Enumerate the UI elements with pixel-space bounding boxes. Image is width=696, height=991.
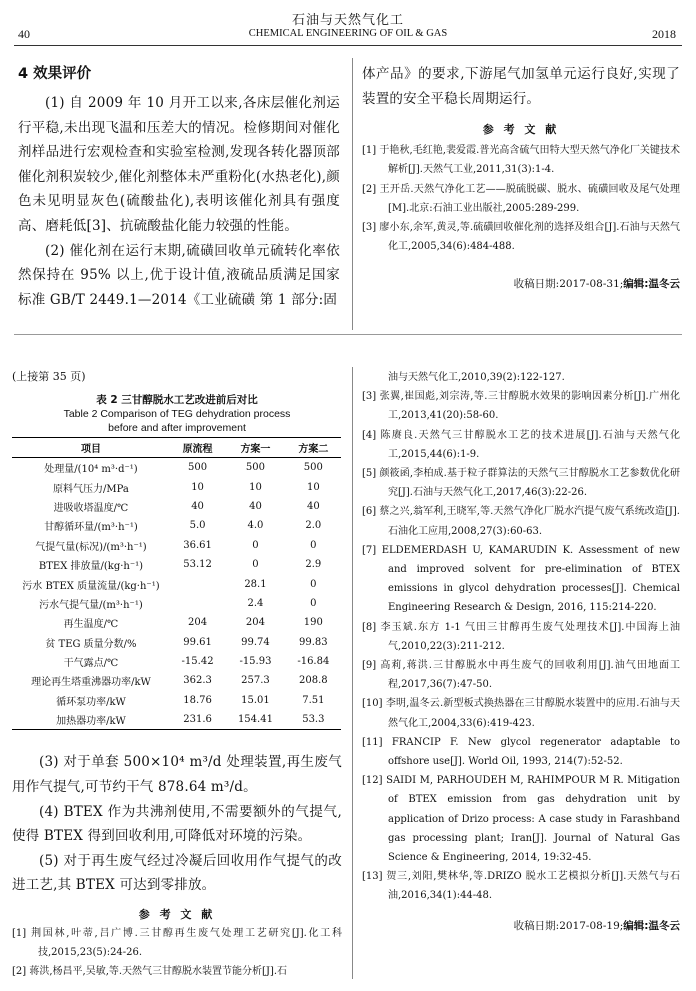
references-heading: 参 考 文 献 [482,123,560,137]
editor: 编辑:温冬云 [623,278,680,291]
table-cell: 53.3 [286,710,341,730]
editor: 编辑:温冬云 [623,919,680,932]
reference-item: [3] 廖小东,余军,黄灵,等.硫磺回收催化剂的选择及组合[J].石油与天然气化工,2005,34(6):484-488. [362,222,680,253]
table-cell: 10 [191,481,204,493]
table-row-label: 甘醇循环量/(m³·h⁻¹) [44,522,138,534]
reference-item: [12] SAIDI M, PARHOUDEH M, RAHIMPOUR M R. Mitigation of BTEX emission from gas dehydration unit by application of Drizo process: A case study in Farashband gas processing plant; Iran[J]. Journal of Natural Gas Science & Engineering, 2014, 19:32-45. [362,775,680,864]
table-row-label: 污水 BTEX 质量流量/(kg·h⁻¹) [22,580,160,592]
table-cell: -16.84 [297,656,330,668]
paragraph-2: (2) 催化剂在运行末期,硫磺回收单元硫转化率依然保持在 95% 以上,优于设计值,液硫品质满足国家标准 GB/T 2449.1—2014《工业硫磺 第 1 部分:固 [18,242,340,308]
table-cell: 0 [310,597,317,609]
reference-item: [1] 于艳秋,毛红艳,裴爱霞.普光高含硫气田特大型天然气净化厂关键技术解析[J].天然气工业,2011,31(3):1-4. [362,145,680,176]
table-cell: 40 [249,500,262,512]
table-row-label: 贫 TEG 质量分数/% [45,638,137,650]
table-row [12,536,341,555]
left-bottom-column [12,368,342,982]
table-row [12,458,341,478]
table-cell: 362.3 [183,675,212,687]
column-divider-top [352,58,353,330]
table-cell: 7.51 [302,694,325,706]
table-row [12,555,341,574]
table-row [12,497,341,516]
reference-item: [2] 蒋洪,杨昌平,吴敏,等.天然气三甘醇脱水装置节能分析[J].石 [12,966,288,978]
paragraph-1: (1) 自 2009 年 10 月开工以来,各床层催化剂运行平稳,未出现飞温和压差大的情况。检修期间对催化剂样品进行宏观检查和实验室检测,发现各转化器顶部催化剂积炭较少,催化剂整体未严重粉化(水热老化),颜色未见明显灰色(硫酸盐化),表明该催化剂具有强度高、磨耗低[3]、抗硫酸盐化能力较强的性能。 [18,95,340,234]
continued-note: (上接第 35 页) [12,370,86,383]
table-cell: 0 [252,539,259,551]
page-number: 40 [18,27,30,41]
paragraph-5: (5) 对于再生废气经过冷凝后回收用作气提气的改进工艺,其 BTEX 可达到零排放。 [12,852,342,894]
received-date [362,276,680,291]
table-cell: 231.6 [170,710,225,730]
journal-title-en: CHEMICAL ENGINEERING OF OIL & GAS [248,28,448,39]
article-separator [14,334,682,335]
reference-item: [9] 高莉,蒋洪.三甘醇脱水中再生废气的回收利用[J].油气田地面工程,2017,36(7):47-50. [362,660,680,691]
reference-item: [6] 蔡之兴,翁军利,王晓军,等.天然气净化厂脱水汽提气废气系统改造[J].石油化工应用,2008,27(3):60-63. [362,506,680,537]
table-cell [170,594,225,613]
table-cell: 99.61 [183,636,212,648]
table-cell: 208.8 [299,675,328,687]
right-bottom-column [362,368,680,933]
table-cell: 0 [252,559,259,571]
journal-title-cn: 石油与天然气化工 [291,13,404,28]
table-row-label: 气提气量(标况)/(m³·h⁻¹) [35,541,147,553]
reference-item: [2] 王开岳.天然气净化工艺——脱硫脱碳、脱水、硫磺回收及尾气处理[M].北京:石油工业出版社,2005:289-299. [362,183,680,214]
table-cell [170,574,225,593]
reference-item: [11] FRANCIP F. New glycol regenerator adaptable to offshore use[J]. World Oil, 1993, 214(7):52-52. [362,736,680,768]
table-cell: 5.0 [189,520,206,532]
table-row [12,671,341,690]
received-label: 收稿日期:2017-08-31; [513,278,624,291]
table-row-label: 进吸收塔温度/℃ [53,502,129,514]
table-row [12,691,341,710]
table-row-label: 再生温度/℃ [63,619,119,631]
table-cell: 0 [310,539,317,551]
table-cell: 2.0 [305,520,322,532]
table-cell: 2.9 [305,559,322,571]
table-row-label: 干气露点/℃ [63,658,119,670]
table-cell: 40 [306,500,320,512]
table-cell: 36.61 [183,539,212,551]
table-caption-cn: 表 2 三甘醇脱水工艺改进前后对比 [96,394,258,406]
table-row [12,633,341,652]
table-row-label: 原料气压力/MPa [53,483,129,495]
table-row-label: 处理量/(10⁴ m³·d⁻¹) [44,464,138,476]
reference-item: [13] 贺三,刘阳,樊林华,等.DRIZO 脱水工艺模拟分析[J].天然气与石油,2016,34(1):44-48. [362,871,680,902]
table-cell: 28.1 [244,578,267,590]
table-cell: -15.42 [181,656,214,668]
section-title: 4 效果评价 [18,66,92,82]
table-cell: 99.74 [241,636,270,648]
reference-item: [3] 张翼,崔国彪,刘宗涛,等.三甘醇脱水效果的影响因素分析[J].广州化工,2013,41(20):58-60. [362,391,680,422]
left-top-column [18,62,340,312]
table-cell: 154.41 [225,710,285,730]
reference-item: [7] ELDEMERDASH U, KAMARUDIN K. Assessment of new and improved solvent for pre-elimination of BTEX emissions in glycol dehydration processes[J]. Chemical Engineering Research & Design, 2016, 115:214-220. [362,544,680,614]
table-cell: 99.83 [299,636,328,648]
table-row-label: 污水气提气量/(m³·h⁻¹) [39,599,143,611]
table-cell: 18.76 [183,694,212,706]
table-header-row [12,438,341,458]
table-cell: 10 [306,481,320,493]
right-top-column [362,62,680,291]
col-header: 原流程 [170,438,225,458]
col-header: 方案一 [225,438,285,458]
table-row [12,594,341,613]
table-row [12,652,341,671]
table-cell: 190 [303,617,323,629]
table-row-label: 加热器功率/kW [12,710,170,730]
reference-item: [8] 李玉斌.东方 1-1 气田三甘醇再生废气处理技术[J].中国海上油气,2010,22(3):211-212. [362,621,680,652]
year: 2018 [652,27,676,41]
paragraph-continued: 体产品》的要求,下游尾气加氢单元运行良好,实现了装置的安全平稳长周期运行。 [362,66,680,107]
table-row-label: BTEX 排放量/(kg·h⁻¹) [38,561,144,573]
reference-item: [10] 李明,温冬云.新型板式换热器在三甘醇脱水装置中的应用.石油与天然气化工,2004,33(6):419-423. [362,698,680,729]
table-cell: 204 [188,617,208,629]
table-cell: 4.0 [247,520,264,532]
table-caption-en-2: before and after improvement [108,422,246,434]
col-header: 方案二 [286,438,341,458]
table-caption-en-1: Table 2 Comparison of TEG dehydration process [63,408,291,420]
reference-item: [4] 陈赓良.天然气三甘醇脱水工艺的技术进展[J].石油与天然气化工,2015,44(6):1-9. [362,429,680,460]
table-cell: 2.4 [247,597,264,609]
table-cell: 257.3 [241,675,270,687]
table-cell: -15.93 [239,656,272,668]
reference-item: [5] 颜筱函,李柏成.基于粒子群算法的天然气三甘醇脱水工艺参数优化研究[J].石油与天然气化工,2017,46(3):22-26. [362,468,680,499]
table-cell: 10 [249,481,262,493]
paragraph-4: (4) BTEX 作为共沸剂使用,不需要额外的气提气,使得 BTEX 得到回收利用,可降低对环境的污染。 [12,803,342,845]
table-cell: 500 [245,462,265,474]
table-cell: 15.01 [241,694,270,706]
table-cell: 53.12 [183,559,212,571]
table-row [12,613,341,632]
received-date [362,918,680,933]
received-label: 收稿日期:2017-08-19; [513,919,624,932]
table-row [12,574,341,593]
references-heading: 参 考 文 献 [138,908,216,922]
table-cell: 500 [303,462,323,474]
table-row [12,710,341,730]
table-cell: 40 [191,500,204,512]
table-row-label: 循环泵功率/kW [56,696,126,708]
reference-item-continued: 油与天然气化工,2010,39(2):122-127. [388,372,565,383]
col-header: 项目 [12,438,170,458]
table-cell: 0 [310,578,317,590]
table-row [12,516,341,535]
reference-item: [1] 荆国林,叶蒂,吕广博.三甘醇再生废气处理工艺研究[J].化工科技,2015,23(5):24-26. [12,928,342,959]
table-cell: 500 [188,462,208,474]
header-rule [14,45,682,46]
table-row [12,477,341,496]
paragraph-3: (3) 对于单套 500×10⁴ m³/d 处理装置,再生废气用作气提气,可节约干气 878.64 m³/d。 [12,754,342,796]
table-row-label: 理论再生塔重沸器功率/kW [31,677,151,689]
column-divider-bottom [352,367,353,979]
table-cell: 204 [245,617,265,629]
comparison-table [12,437,341,730]
